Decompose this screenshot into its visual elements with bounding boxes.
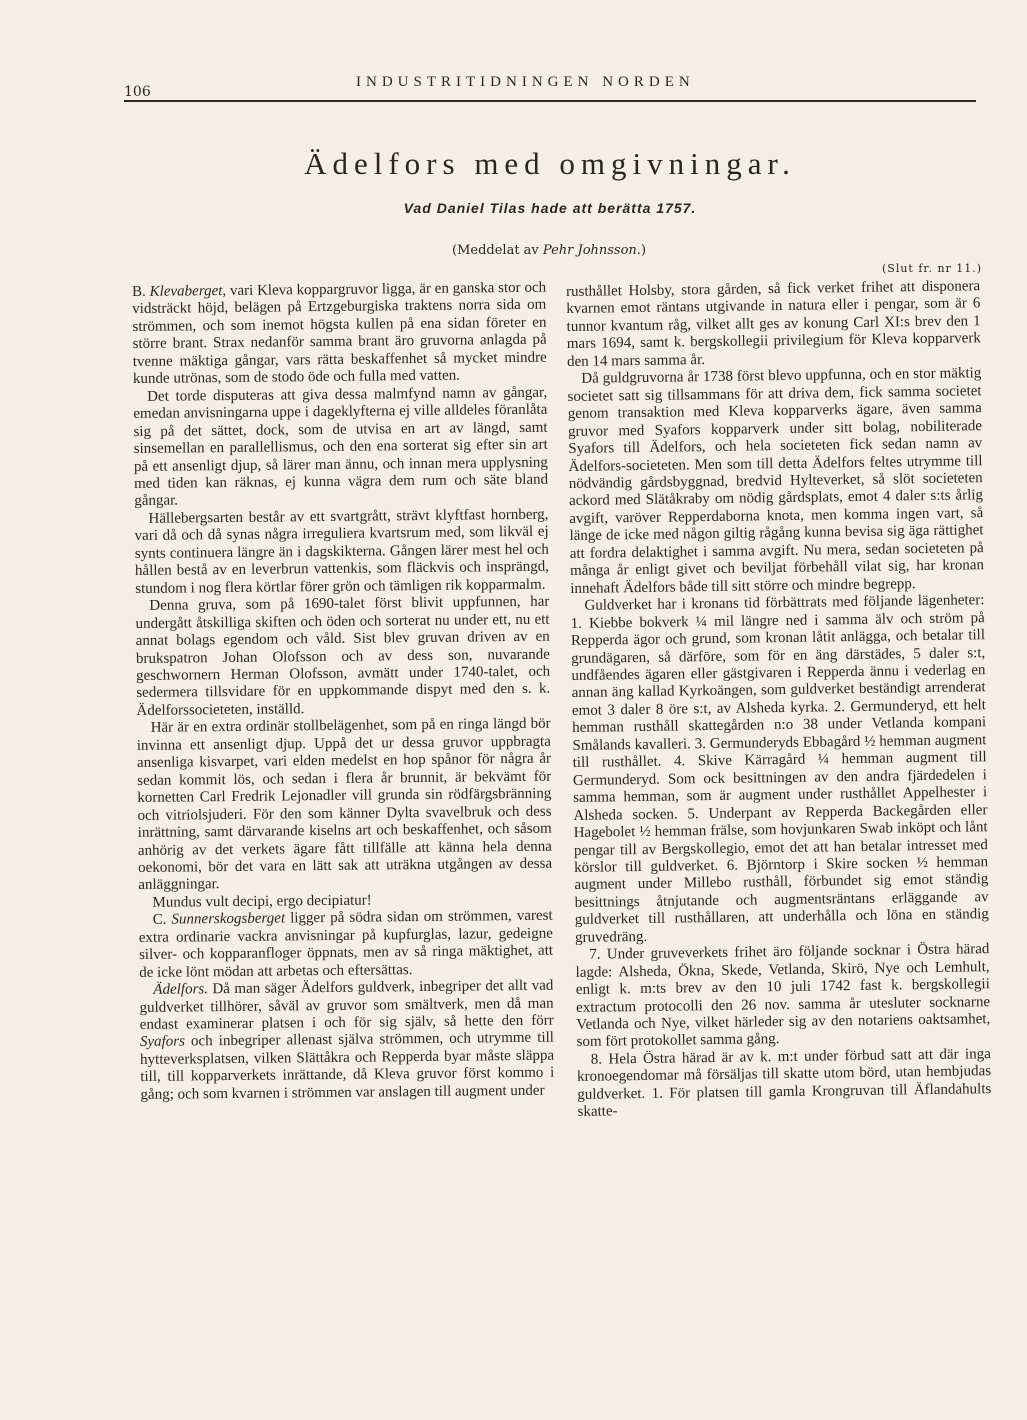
byline-author: Pehr Johnsson. [542, 243, 641, 258]
paragraph-text: Då guldgruvorna år 1738 först blevo uppfunna, och en stor mäktig societet satt sig tillsammans för att driva dem, fick samma societet genom transaktion med Kleva kopparverks ägare, även samma gruvor med Syafors kopparverk under sitt bolag, nobiliterade Syafors till Ädelfors, och hela societeten fick sedan namn av Ädelfors-societeten. Men som till detta Ädelfors feltes utrymme till nödvändig gårdsbyggnad, bredvid Hylteverket, så slöt societeten ackord med Slätåkraby om nödig gårdsplats, emot 4 daler s:ts årlig avgift, varöver Repperdaborna knota, men komma ingen vart, så länge de icke med någon giltig rågång kunna bevisa sig äga rättighet att fordra delaktighet i samma avgift. Nu mera, sedan societeten på många år enligt givet och beviljat förbehåll vilat sig, har kronan innehaft Ädelfors både till sitt större och mindre begrepp. [567, 365, 985, 597]
paragraph [137, 716, 553, 895]
paragraph-text: Denna gruva, som på 1690-talet först blivit uppfunnen, har undergått åtskilliga skiften och öden och sorterat nu under ett, nu ett annat bolags egendom och våld. Sist blev gruvan driven av en brukspatron Johan Olofsson och av dess son, nuvarande geschwornern Herman Olofsson, avmätt under 1740-talet, och sedermera tillsvidare för en uppkommande dispyt med den s. k. Ädelforssocieteten, inställd. [135, 593, 551, 719]
left-column [132, 280, 555, 1105]
paragraph-text: Hällebergsarten består av ett svartgrått, strävt klyftfast hornberg, vari då och då synas några irreguliera kvartsrum med, som likväl ej synts continuera längre än i dagskikterna. Gången lärer mest hel och hållen bestå av en leverbrun vattenkis, som fläckvis och insprängd, stundom i nog flera körtlar förer grön och tämligen rik kopparmalm. [134, 506, 550, 597]
byline-suffix: ) [640, 243, 647, 258]
paragraph [570, 592, 989, 947]
paragraph [135, 594, 550, 721]
paragraph-text: Mundus vult decipi, ergo decipiatur! [152, 892, 372, 911]
paragraph [139, 978, 554, 1105]
byline-prefix: (Meddelat av [452, 243, 543, 258]
paragraph-text: rusthållet Holsby, stora gården, så fick verket frihet att disponera kvarnen emot räntans utgivande in natura eller i pengar, som är 6 tunnor kvantum råg, vilket allt ges av konung Carl XI:s brev den 1 mars 1694, samt k. bergskollegii privilegium för Kleva kopparverk den 14 mars samma år. [566, 278, 981, 370]
paragraph [575, 941, 990, 1051]
paragraph-text: 8. Hela Östra härad är av k. m:t under förbud satt att där inga kronoegendomar må försäljas till skatte utom börd, utan hembjudas guldverket. 1. För platsen till gamla Krongruvan till Äflandahults skatte- [576, 1046, 992, 1121]
italic-text: Ädelfors. [153, 981, 209, 998]
paragraph-text: 7. Under gruveverkets frihet äro följande socknar i Östra härad lagde: Alsheda, Ökna, Skede, Vetlanda, Skirö, Nye och Lemhult, enligt k. m:ts brev av den 10 juli 1742 fast k. bergskollegii extractum protocolli den 26 nov. samma år utesluter socknarne Vetlanda och Nye, vilket härleder sig av den notariens oaktsamhet, som fört protokollet samma gång. [575, 941, 991, 1051]
continuation-note: (Slut fr. nr 11.) [882, 262, 983, 275]
italic-text: Sunnerskogsberget [171, 910, 286, 928]
journal-name: INDUSTRITIDNINGEN NORDEN [356, 74, 695, 90]
paragraph-text: B. [132, 283, 150, 300]
right-column [566, 278, 992, 1121]
paragraph-text: Här är en extra ordinär stollbelägenhet, som på en ringa längd bör invinna ett ansenligt djup. Uppå det ur dessa gruvor uppbragta ansenliga kisvarpet, vari elden medelst en hop spånor för några år sedan kommit lös, och sedan i flera år brunnit, är bekvämt för kornetten Carl Fredrik Lejonadler vill grunda sin rödfärgsbränning och vitriolsjuderi. För den som känner Dylta svavelbruk och dess inrättning, samt därvarande kiselns art och beskaffenhet, och såsom anhörig av det verkets ägare fått tillfälle att känna hela denna oekonomi, bör det vara en lätt sak att uträkna utgången av dessa anläggningar. [136, 715, 553, 894]
article-title: Ädelfors med omgivningar. [304, 146, 796, 181]
paragraph-text: Då man säger Ädelfors guldverk, inbegriper det allt vad guldverket tillhörer, såväl av gruvor som smältverk, men då man endast examinerar platsen i och för sig själv, så hette den förr [139, 977, 554, 1033]
paragraph-text: Det torde disputeras att giva dessa malmfynd namn av gångar, emedan anvisningarna uppe i dageklyfterna ej ville alldeles föranlåta sig på det sättet, dock, som de utvisa en art av längd, samt sinsemellan en parallellismus, och den ena sorterat sig efter sin art på ett ansenligt djup, så lärer man ännu, och innan mera upplysning med tiden kan räknas, ej kunna vägra dem rum och säte bland gångar. [133, 384, 549, 510]
italic-text: Klevaberget, [149, 283, 227, 300]
paragraph [567, 365, 984, 598]
paragraph-text: och inbegriper allenast själva strömmen, och utrymme till hytteverksplatsen, vilken Slättåkra och Repperda byar måste släppa till, till kopparverkets inrättande, då Kleva gruvor först kommo i gång; och som kvarnen i strömmen var anslagen till augment under [140, 1030, 555, 1103]
paragraph [566, 278, 981, 371]
paragraph [132, 280, 547, 389]
page-number: 106 [124, 84, 151, 100]
paragraph [134, 507, 549, 599]
article-subtitle: Vad Daniel Tilas hade att berätta 1757. [403, 200, 697, 216]
paragraph [577, 1046, 992, 1122]
paragraph-text: Guldverket har i kronans tid förbättrats med följande lägenheter: 1. Kiebbe bokverk ¼ mil längre ned i samma älv och ström på Repperda ägor och grund, som kronan låtit anlägga, och betalar till grundägaren, så därföre, som för en äng därstädes, 5 daler s:t, undfåendes ägaren eller gästgivaren i Repperda ännu i vederlag en annan äng kallad Kyrkoängen, som guldverket beständigt arrenderat emot 3 daler 8 öre s:t, av Alsheda kyrka. 2. Germunderyd, ett helt hemman rusthåll skattegården n:o 38 under Vetlanda kompani Smålands kavalleri. 3. Germunderyds Ebbagård ½ hemman augment till rusthållet. 4. Skive Kärragård ¼ hemman augment till Germunderyd. Som ock besittningen av den andra fjärdedelen i samma hemman, som är augment under rusthållet Appelhester i Alsheda socken. 5. Underpant av Repperda Backegården eller Hagebolet ½ hemman frälse, som hovjunkaren Swab inköpt och lånt pengar till av Bergskollegio, emot det att han betalar intresset med körslor till guldverket. 6. Björntorp i Skire socken ½ hemman augment under Millebo rusthåll, förbundet sig emot ständig besittnings åtnjutande och augmentsräntans erläggande av guldverket till rusthållaren, att underhålla och löna en ständig gruvedräng. [570, 592, 989, 946]
paragraph [133, 384, 548, 511]
italic-text: Syafors [139, 1033, 186, 1051]
header-rule [124, 100, 976, 102]
paragraph [139, 908, 554, 982]
paragraph-text: vari Kleva koppargruvor ligga, är en ganska stor och vidsträckt höjd, belägen på Ertzgeburgiska traktens norra sida om strömmen, och som inemot högsta kullen på ena sidan företer en större brant. Strax nedanför samma brant äro gruvorna anlagda på tvenne mäktiga gångar, vars rätta beskaffenhet så mycket mindre kunde utrönas, som de stodo öde och fulla med vatten. [132, 279, 547, 388]
paragraph-text: ligger på södra sidan om strömmen, varest extra ordinarie vackra anvisningar på kupfurglas, lazur, gedeigne silver- och kopparanfloger öppnats, men av så ringa mäktighet, att de icke lönt mödan att arbetas och eftersättas. [138, 907, 554, 981]
paragraph-text: C. [152, 911, 172, 929]
byline [452, 243, 646, 258]
